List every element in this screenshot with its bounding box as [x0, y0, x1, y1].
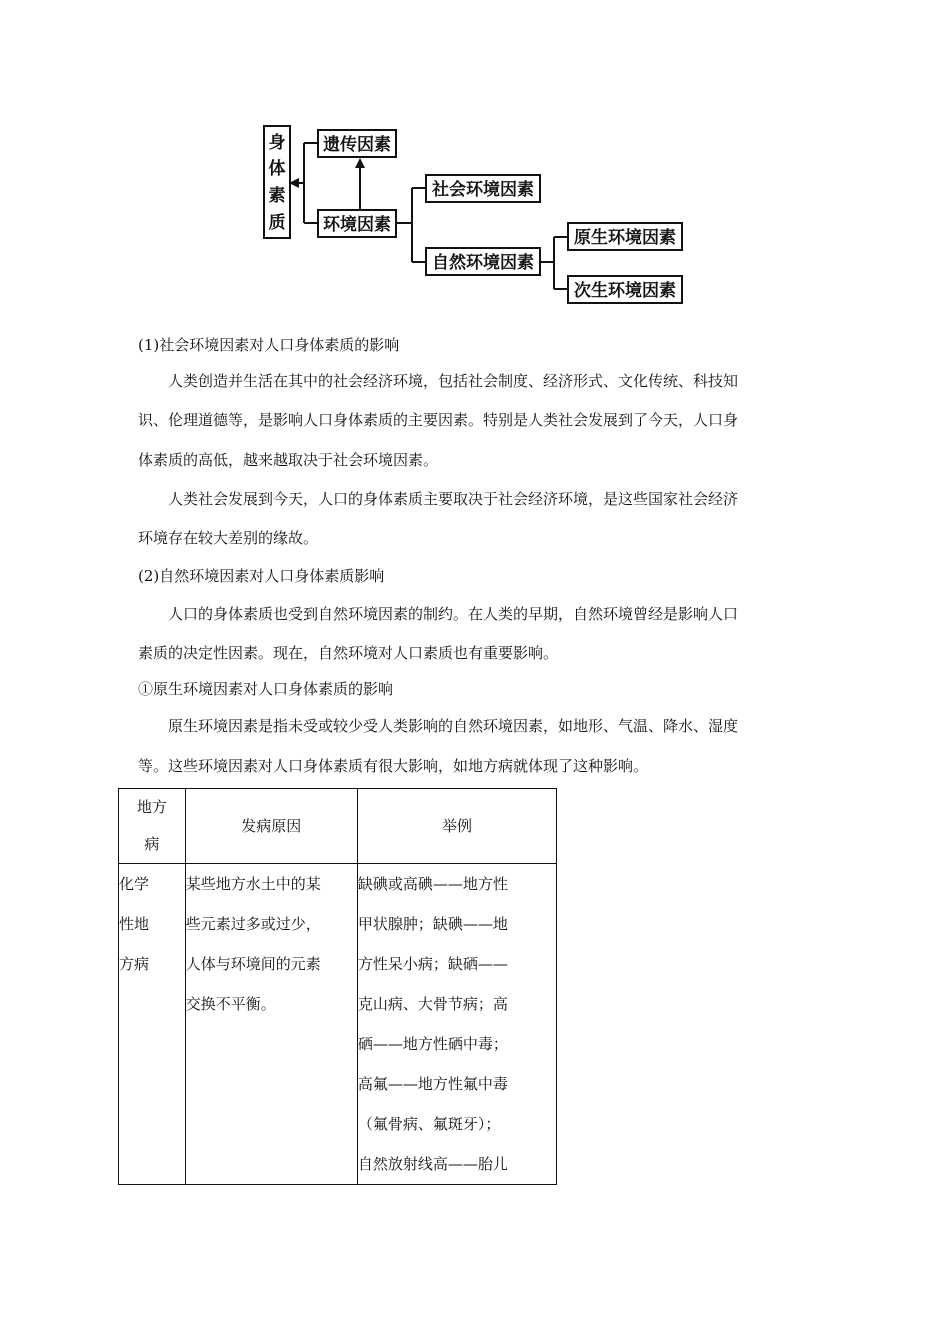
- root-char-4: 质: [268, 213, 286, 233]
- cell-disease-type: [119, 864, 186, 1185]
- cause-line1: 某些地方水土中的某: [185, 875, 321, 893]
- section1-para2-line1: 人类社会发展到今天，人口的身体素质主要取决于社会经济环境，是这些国家社会经济: [168, 490, 739, 508]
- header-disease-line1: 地方: [136, 798, 167, 816]
- disease-type-line2: 性地: [119, 915, 150, 933]
- header-cause: [185, 789, 357, 864]
- section2-para1-line2: 素质的决定性因素。现在，自然环境对人口素质也有重要影响。: [138, 644, 559, 662]
- section2-para1-line1: 人口的身体素质也受到自然环境因素的制约。在人类的早期，自然环境曾经是影响人口: [168, 605, 739, 623]
- section2-para2-line1: 原生环境因素是指未受或较少受人类影响的自然环境因素，如地形、气温、降水、湿度: [168, 717, 739, 735]
- root-char-1: 身: [268, 133, 286, 153]
- example-line6: 高氟——地方性氟中毒: [357, 1075, 508, 1093]
- cell-examples: [357, 864, 556, 1185]
- example-line8: 自然放射线高——胎儿: [357, 1155, 508, 1173]
- section1-para2-line2: 环境存在较大差别的缘故。: [138, 529, 319, 547]
- example-line5: 硒——地方性硒中毒；: [357, 1035, 508, 1053]
- endemic-disease-table: [118, 788, 557, 1185]
- header-disease-line2: 病: [144, 835, 160, 853]
- section2-subheading: ①原生环境因素对人口身体素质的影响: [138, 680, 394, 698]
- cause-line3: 人体与环境间的元素: [185, 955, 321, 973]
- body-quality-diagram: [0, 0, 950, 320]
- example-line1: 缺碘或高碘——地方性: [357, 875, 508, 893]
- example-line3: 方性呆小病；缺硒——: [357, 955, 508, 973]
- cause-line4: 交换不平衡。: [185, 995, 276, 1013]
- secondary-label: 次生环境因素: [574, 281, 676, 301]
- section1-para1-line3: 体素质的高低，越来越取决于社会环境因素。: [138, 451, 439, 469]
- example-line2: 甲状腺肿；缺碘——地: [357, 915, 508, 933]
- disease-type-line1: 化学: [119, 875, 150, 893]
- example-line4: 克山病、大骨节病；高: [357, 995, 508, 1013]
- table-header-row: [119, 789, 557, 864]
- social-label: 社会环境因素: [432, 180, 534, 200]
- root-char-2: 体: [268, 159, 286, 179]
- header-disease: [119, 789, 186, 864]
- table-row: [119, 864, 557, 1185]
- natural-label: 自然环境因素: [432, 253, 534, 273]
- header-example-label: 举例: [441, 817, 472, 835]
- section1-para1-line2: 识、伦理道德等，是影响人口身体素质的主要因素。特别是人类社会发展到了今天，人口身: [138, 411, 739, 429]
- cell-cause: [185, 864, 357, 1185]
- cause-line2: 些元素过多或过少，: [185, 915, 321, 933]
- disease-type-line3: 方病: [119, 955, 150, 973]
- header-example: [357, 789, 556, 864]
- section2-heading: (2)自然环境因素对人口身体素质影响: [138, 567, 385, 585]
- example-line7: （氟骨病、氟斑牙）；: [357, 1115, 501, 1133]
- section1-heading: (1)社会环境因素对人口身体素质的影响: [138, 336, 400, 354]
- root-char-3: 素: [268, 186, 286, 206]
- primary-label: 原生环境因素: [574, 228, 676, 248]
- section2-para2-line2: 等。这些环境因素对人口身体素质有很大影响，如地方病就体现了这种影响。: [138, 757, 649, 775]
- section1-para1-line1: 人类创造并生活在其中的社会经济环境，包括社会制度、经济形式、文化传统、科技知: [168, 372, 739, 390]
- environment-label: 环境因素: [323, 215, 391, 235]
- header-cause-label: 发病原因: [241, 817, 302, 835]
- genetic-label: 遗传因素: [323, 135, 391, 155]
